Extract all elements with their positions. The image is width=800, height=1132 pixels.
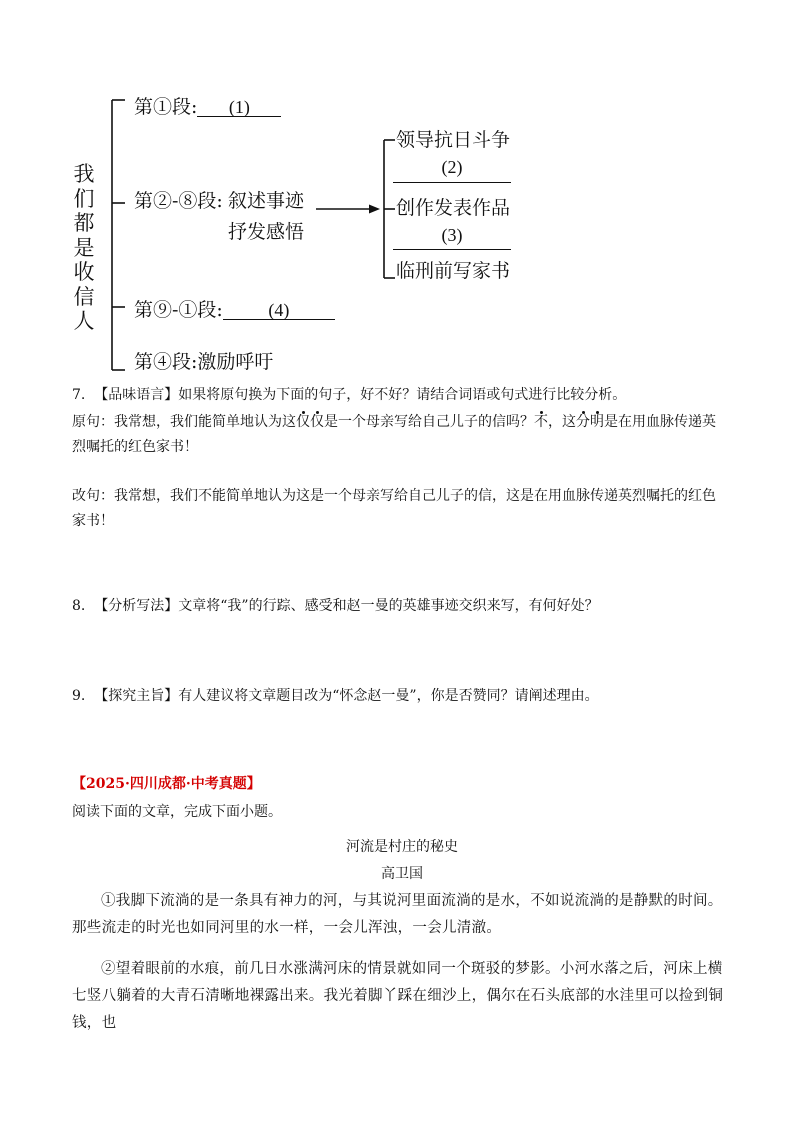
answer-blank-4[interactable]: (4) [223,301,335,320]
article-author: 高卫国 [381,866,423,882]
sub-item-2: 创作发表作品 [396,197,511,219]
question-9-prompt [72,686,599,706]
branch-2-label: 第②-⑧段: [134,190,223,212]
branch-4 [134,353,273,372]
question-text: 有人建议将文章题目改为“怀念赵一曼”，你是否赞同？请阐述理由。 [178,688,599,704]
original-text-b: 是一个母亲写给自己儿子的信吗？ [324,414,534,430]
question-text: 文章将“我”的行踪、感受和赵一曼的英雄事迹交织来写，有何好处？ [178,598,599,614]
branch-1 [134,98,281,117]
emphasis-char: 仅 [310,414,324,430]
original-text-line2: 烈嘱托的红色家书！ [72,439,198,455]
question-text: 如果将原句换为下面的句子，好不好？请结合词语或句式进行比较分析。 [178,387,627,403]
branch-3 [134,301,335,320]
sub-item-3: 临刑前写家书 [396,260,511,282]
source-tag: 【2025·四川成都·中考真题】 [72,776,261,792]
question-number: 7. [72,387,86,403]
original-text-a: 我常想，我们能简单地认为这 [114,414,296,430]
article-paragraph-1: ①我脚下流淌的是一条具有神力的河，与其说河里面流淌的是水，不如说流淌的是静默的时间。那些流走的时光也如同河里的水一样，一会儿浑浊，一会儿清澈。 [72,893,723,936]
answer-blank-2[interactable]: (2) [393,158,511,183]
revised-text-line1: 我常想，我们不能简单地认为这是一个母亲写给自己儿子的信，这是在用血脉传递英烈嘱托的红色 [114,488,716,504]
revised-label: 改句： [72,488,114,504]
original-label: 原句： [72,414,114,430]
answer-blank-3[interactable]: (3) [393,226,511,250]
original-text-d: 是在用血脉传递英 [604,414,716,430]
question-number: 8. [72,598,86,614]
branch-2-text-1: 叙述事迹 [228,190,305,212]
reading-instruction: 阅读下面的文章，完成下面小题。 [72,804,282,820]
original-text-c: ，这 [548,414,576,430]
article-paragraph-2: ②望着眼前的水痕，前几日水涨满河床的情景就如同一个斑驳的梦影。小河水落之后，河床上横七竖八躺着的大青石清晰地裸露出来。我光着脚丫踩在细沙上，偶尔在石头底部的水洼里可以捡到铜钱，也 [72,961,724,1031]
emphasis-char: 不 [534,414,548,430]
answer-blank-1[interactable]: (1) [197,98,281,117]
branch-4-label: 第④段: [134,351,198,373]
arrow-head [369,205,380,214]
branch-3-label: 第⑨-①段: [134,299,223,321]
revised-text-line2: 家书！ [72,513,114,529]
branch-2-text-2: 抒发感悟 [228,221,305,243]
emphasis-char: 明 [590,414,604,430]
question-tag: 【探究主旨】 [94,688,179,704]
question-tag: 【分析写法】 [94,598,179,614]
question-8-prompt [72,596,599,616]
emphasis-char: 仅 [296,414,310,430]
question-7-revised [72,484,732,534]
branch-4-text: 激励呼吁 [197,351,274,373]
article-title: 河流是村庄的秘史 [346,839,458,855]
question-7-prompt [72,385,626,405]
question-tag: 【品味语言】 [94,387,179,403]
emphasis-char: 分 [576,414,590,430]
branch-1-label: 第①段: [134,96,198,118]
sub-item-1: 领导抗日斗争 [396,129,511,151]
question-number: 9. [72,688,86,704]
diagram-title: 我们都是收信人 [73,162,95,333]
question-7-original [72,410,732,460]
